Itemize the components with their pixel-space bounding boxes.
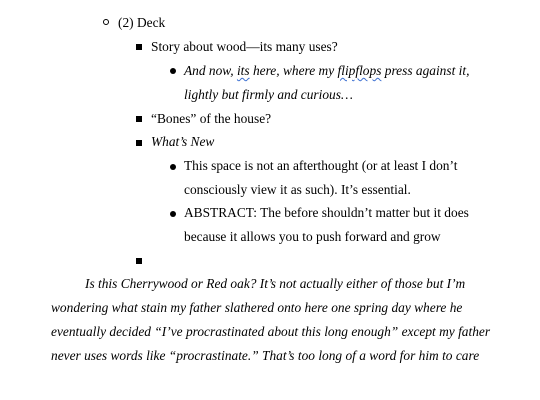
paragraph-line-2[interactable]: wondering what stain my father slathered onto here one spring day where he <box>51 300 463 315</box>
outline-item-story-about-wood[interactable]: Story about wood—its many uses? <box>151 39 338 54</box>
filled-circle-bullet-icon <box>170 164 176 170</box>
spellcheck-word-its[interactable]: its <box>236 63 250 78</box>
outline-subitem-this-space-line2[interactable]: consciously view it as such). It’s essential. <box>184 182 411 197</box>
square-bullet-icon <box>136 44 142 50</box>
paragraph-line-4[interactable]: never uses words like “procrastinate.” That’s too long of a word for him to care <box>51 348 480 363</box>
square-bullet-icon <box>136 140 142 146</box>
paragraph-line-3[interactable]: eventually decided “I’ve procrastinated about this long enough” except my father <box>51 324 491 339</box>
outline-item-bones-of-house[interactable]: “Bones” of the house? <box>151 111 272 126</box>
square-bullet-icon <box>136 116 142 122</box>
empty-square-bullet-icon[interactable] <box>136 258 142 264</box>
text-run: And now, <box>184 63 237 78</box>
filled-circle-bullet-icon <box>170 68 176 74</box>
text-run: press against it, <box>381 63 470 78</box>
outline-item-whats-new[interactable]: What’s New <box>151 134 215 149</box>
outline-subitem-abstract-line2[interactable]: because it allows you to push forward and grow <box>184 229 441 244</box>
filled-circle-bullet-icon <box>170 211 176 217</box>
spellcheck-word-flipflops[interactable]: flipflops <box>337 63 382 78</box>
outline-subitem-this-space-line1[interactable]: This space is not an afterthought (or at least I don’t <box>184 158 458 173</box>
paragraph-line-1[interactable]: Is this Cherrywood or Red oak? It’s not actually either of those but I’m <box>85 276 466 291</box>
outline-subitem-and-now-line2[interactable]: lightly but firmly and curious… <box>184 87 353 102</box>
hollow-circle-bullet-icon <box>103 19 109 25</box>
outline-section-label[interactable]: (2) Deck <box>118 15 166 30</box>
text-run: here, where my <box>249 63 338 78</box>
outline-subitem-abstract-line1[interactable]: ABSTRACT: The before shouldn’t matter but it does <box>184 205 469 220</box>
outline-subitem-and-now-line1[interactable] <box>184 63 469 79</box>
